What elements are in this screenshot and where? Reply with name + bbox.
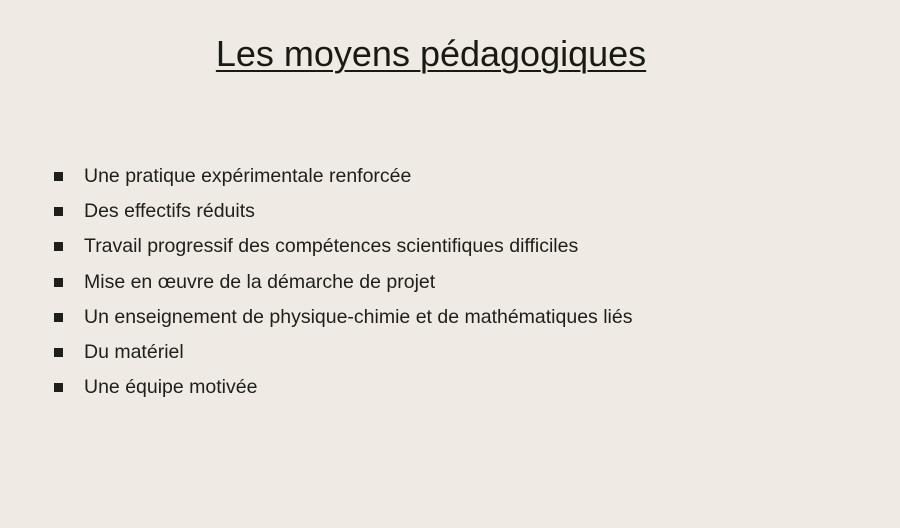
square-bullet-icon <box>54 383 63 392</box>
bullet-text: Un enseignement de physique-chimie et de mathématiques liés <box>84 305 633 328</box>
bullet-text: Du matériel <box>84 341 184 364</box>
bullet-text: Une pratique expérimentale renforcée <box>84 165 412 188</box>
bullet-text: Travail progressif des compétences scientifiques difficiles <box>84 235 579 258</box>
bullet-item <box>54 300 632 335</box>
bullet-item <box>54 194 632 229</box>
bullet-text: Des effectifs réduits <box>84 200 255 223</box>
bullet-list <box>54 159 632 405</box>
square-bullet-icon <box>54 207 63 216</box>
bullet-text: Mise en œuvre de la démarche de projet <box>84 270 436 293</box>
bullet-item <box>54 370 632 405</box>
bullet-item <box>54 335 632 370</box>
square-bullet-icon <box>54 348 63 357</box>
bullet-text: Une équipe motivée <box>84 376 258 399</box>
square-bullet-icon <box>54 313 63 322</box>
bullet-item <box>54 229 632 264</box>
bullet-item <box>54 159 632 194</box>
square-bullet-icon <box>54 278 63 287</box>
square-bullet-icon <box>54 172 63 181</box>
slide-title <box>0 32 862 76</box>
bullet-item <box>54 265 632 300</box>
square-bullet-icon <box>54 242 63 251</box>
slide-title-text: Les moyens pédagogiques <box>215 33 647 74</box>
